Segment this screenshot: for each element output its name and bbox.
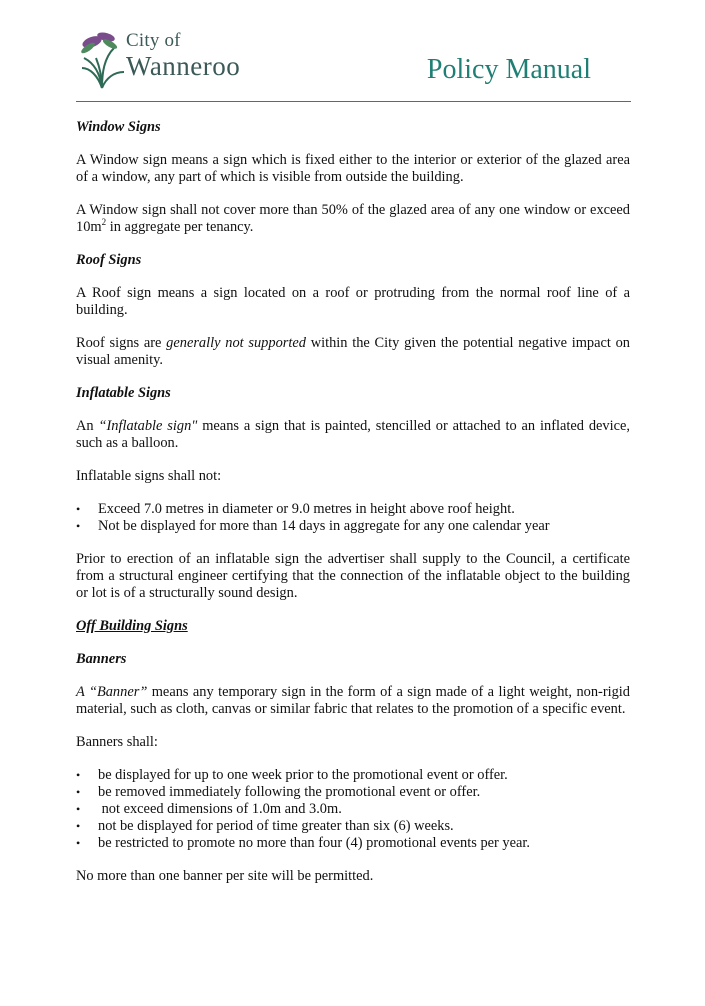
page-header [0,0,705,104]
grass-tree-logo-icon [80,28,126,90]
banner-per-site: No more than one banner per site will be permitted. [76,868,374,884]
heading-inflatable-signs: Inflatable Signs [76,385,171,401]
logo-wanneroo: Wanneroo [126,51,241,81]
inflatable-definition: An “Inflatable sign" means a sign that is painted, stencilled or attached to an inflated device, such as a balloon. [76,418,630,451]
heading-window-signs: Window Signs [76,119,161,135]
heading-off-building-signs: Off Building Signs [76,618,188,634]
list-item: • Not be displayed for more than 14 days in aggregate for any one calendar year [76,518,630,535]
roof-policy: Roof signs are generally not supported within the City given the potential negative impact on visual amenity. [76,335,630,368]
city-logo [80,28,280,92]
window-definition: A Window sign means a sign which is fixed either to the interior or exterior of the glazed area of a window, any part of which is visible from outside the building. [76,152,630,185]
banner-rules-list [76,767,630,852]
window-limit: A Window sign shall not cover more than 50% of the glazed area of any one window or exceed $10m^2$ in aggregate per tenancy. [76,202,630,235]
list-item: • be displayed for up to one week prior to the promotional event or offer. [76,767,630,784]
logo-city-of: City of [126,30,181,51]
banner-definition: A “Banner” means any temporary sign in the form of a sign made of a light weight, non-rigid material, such as cloth, canvas or similar fabric that relates to the promotion of a specific event. [76,684,631,717]
inflatable-rules-list [76,501,630,535]
inflatable-certificate: Prior to erection of an inflatable sign the advertiser shall supply to the Council, a certificate from a structural engineer certifying that the connection of the inflatable object to the building or lot is of a structurally sound design. [76,551,630,601]
header-divider [76,101,631,102]
inflatable-intro: Inflatable signs shall not: [76,468,222,484]
list-item: • not exceed dimensions of 1.0m and 3.0m. [76,801,630,818]
document-body [76,119,630,901]
list-item: • not be displayed for period of time greater than six (6) weeks. [76,818,630,835]
list-item: • Exceed 7.0 metres in diameter or 9.0 metres in height above roof height. [76,501,630,518]
heading-roof-signs: Roof Signs [76,252,142,268]
roof-definition: A Roof sign means a sign located on a roof or protruding from the normal roof line of a building. [76,285,630,318]
heading-banners: Banners [76,651,127,667]
list-item: • be restricted to promote no more than four (4) promotional events per year. [76,835,630,852]
banner-intro: Banners shall: [76,734,158,750]
list-item: • be removed immediately following the promotional event or offer. [76,784,630,801]
manual-title: Policy Manual [426,54,591,85]
